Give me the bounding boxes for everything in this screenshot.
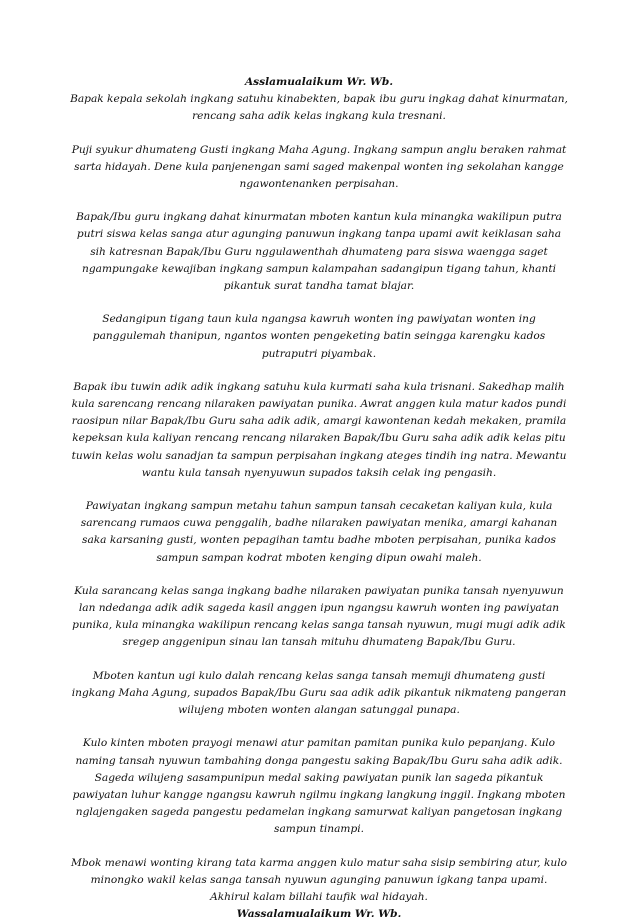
greeting-title: Asslamualaikum Wr. Wb. [244,76,394,88]
closing-text: Mbok menawi wonting kirang tata karma anggen kulo matur saha sisip sembiring atur, kulo minongko wakil kelas sanga tansah nyuwun agunging panuwun igkang tanpa upami. [70,856,567,886]
paragraph-prayer: Kula sarancang kelas sanga ingkang badhe nilaraken pawiyatan punika tansah nyenyuwun lan ndedanga adik adik sageda kasil anggen ipun ngangsu kawruh wonten ing pawiyatan punika, kula minangka wakilipun rencang kelas sanga tansah nyuwun, mugi mugi adik adik sregep anggenipun sinau lan tansah mituhu dhumateng Bapak/Ibu Guru. [72,584,566,649]
speech-document [70,74,568,923]
paragraph-farewell: Bapak ibu tuwin adik adik ingkang satuhu kula kurmati saha kula trisnani. Sakedhap malih kula sarencang rencang nilaraken pawiyatan punika. Awrat anggen kula matur kados pundi raosipun nilar Bapak/Ibu Guru saha adik adik, amargi kawontenan kedah mekaken, pramila kepeksan kula kaliyan rencang rencang nilaraken Bapak/Ibu Guru saha adik adik kelas pitu tuwin kelas wolu sanadjan ta sampun perpisahan ingkang ateges tindih ing natra. Mewantu wantu kula tansah nyenyuwun supados taksih celak ing pengasih. [71,380,567,479]
closing-line: Akhirul kalam billahi taufik wal hidayah. [210,890,428,903]
paragraph-teachers: Bapak/Ibu guru ingkang dahat kinurmatan mboten kantun kula minangka wakilipun putra putri siswa kelas sanga atur agunging panuwun ingkang tanpa upami awit keiklasan saha sih katresnan Bapak/Ibu Guru nggulawenthah dhumateng para siswa waengga saget ngampungake kewajiban ingkang sampun kalampahan sadangipun tigang tahun, khanti pikantuk surat tandha tamat blajar. [76,211,562,293]
paragraph-opening: Bapak kepala sekolah ingkang satuhu kinabekten, bapak ibu guru ingkag dahat kinurmatan, rencang saha adik kelas ingkang kula tresnani. [70,93,568,123]
paragraph-three-years: Sedangipun tigang taun kula ngangsa kawruh wonten ing pawiyatan wonten ing panggulemah thanipun, ngantos wonten pengeketing batin seingga karengku kados putraputri piyambak. [92,313,546,360]
paragraph-hope: Kulo kinten mboten prayogi menawi atur pamitan pamitan punika kulo pepanjang. Kulo naming tansah nyuwun tambahing donga pangestu saking Bapak/Ibu Guru saha adik adik. Sageda wilujeng sasampunipun medal saking pawiyatan punik lan sageda pikantuk pawiyatan luhur kangge ngangsu kawruh ngilmu ingkang langkung inggil. Ingkang mboten nglajengaken sageda pangestu pedamelan ingkang samurwat kaliyan pangetosan ingkang sampun tinampi. [72,737,566,836]
paragraph-gratitude: Puji syukur dhumateng Gusti ingkang Maha Agung. Ingkang sampun anglu beraken rahmat sarta hidayah. Dene kula panjenengan sami saged makenpal wonten ing sekolahan kangge ngawontenanken perpisahan. [71,143,567,191]
paragraph-blessing: Mboten kantun ugi kulo dalah rencang kelas sanga tansah memuji dhumateng gusti ingkang Maha Agung, supados Bapak/Ibu Guru saa adik adik pikantuk nikmateng pangeran wilujeng mboten wonten alangan satunggal punapa. [71,669,567,717]
sign-off: Wassalamualaikum Wr. Wb. [236,908,402,921]
paragraph-school: Pawiyatan ingkang sampun metahu tahun sampun tansah cecaketan kaliyan kula, kula sarencang rumaos cuwa penggalih, badhe nilaraken pawiyatan menika, amargi kahanan saka karsaning gusti, wonten pepagihan tamtu badhe mboten perpisahan, punika kados sampun sampan kodrat mboten kenging dipun owahi maleh. [80,500,558,564]
